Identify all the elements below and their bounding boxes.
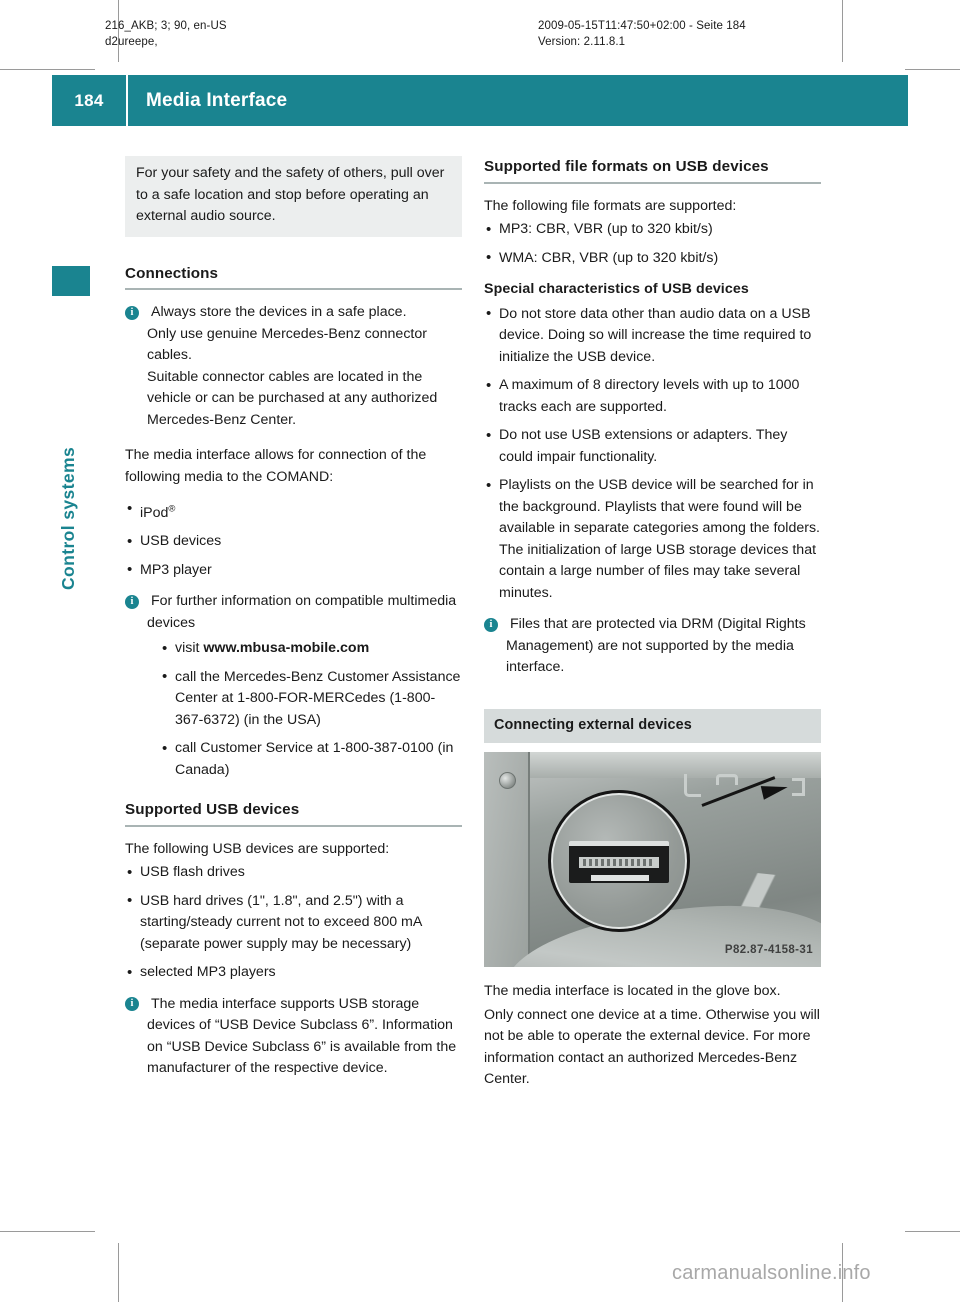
left-text-column — [125, 156, 462, 1092]
list-item — [125, 498, 462, 524]
list-item: • call Customer Service at 1-800-387-0100 (in Canada) — [160, 738, 462, 781]
list-item: • call the Mercedes-Benz Customer Assistance Center at 1-800-FOR-MERCedes (1-800-367-6372) (in the USA) — [160, 667, 462, 732]
site-watermark: carmanualsonline.info — [672, 1262, 871, 1284]
info-note-further-lead: For further information on compatible multimedia devices — [147, 593, 457, 631]
print-meta-right-line1: 2009-05-15T11:47:50+02:00 - Seite 184 — [538, 20, 746, 32]
heading-supported-file-formats: Supported file formats on USB devices — [484, 156, 821, 184]
usb-devices-section-head-wrap — [125, 799, 462, 827]
print-meta-left-line2: d2ureepe, — [105, 36, 158, 48]
figure-caption-usage: Only connect one device at a time. Otherwise you will not be able to operate the external device. For more information contact an authorized Mercedes-Benz Center. — [484, 1006, 820, 1087]
right-text-column — [484, 156, 821, 1101]
page-title: Media Interface — [146, 89, 288, 111]
info-note-connections-para3: Suitable connector cables are located in the vehicle or can be purchased at any authorized Mercedes-Benz Center. — [147, 368, 438, 428]
print-meta-left — [105, 18, 227, 50]
print-meta-left-line1: 216_AKB; 3; 90, en-US — [105, 20, 227, 32]
list-item: • MP3 player — [125, 560, 462, 582]
page-number: 184 — [74, 90, 104, 110]
list-item: • USB hard drives (1", 1.8", and 2.5") with a starting/steady current not to exceed 800 mA (separate power supply may be necessary) — [125, 891, 462, 956]
info-note-drm-text: Files that are protected via DRM (Digital Rights Management) are not supported by the media interface. — [506, 616, 806, 675]
photo-reference-code: P82.87-4158-31 — [724, 943, 813, 956]
photo-clip-detail-1 — [684, 774, 701, 797]
usb-intro-paragraph: The following USB devices are supported: — [125, 840, 390, 857]
list-item: • WMA: CBR, VBR (up to 320 kbit/s) — [484, 248, 821, 270]
info-note-drm — [484, 614, 821, 679]
list-item: • selected MP3 players — [125, 962, 462, 984]
glove-box-media-interface-photo — [484, 752, 821, 967]
crop-mark-bottom-left-vertical — [118, 1243, 119, 1302]
info-icon: i — [484, 618, 498, 632]
info-icon: i — [125, 997, 139, 1011]
crop-mark-bottom-left-horizontal — [0, 1231, 95, 1232]
special-characteristics-list — [484, 304, 821, 605]
info-note-connections-para2: Only use genuine Mercedes-Benz connector cables. — [147, 325, 427, 363]
file-formats-section-head-wrap — [484, 156, 821, 184]
info-note-usb-subclass — [125, 994, 462, 1080]
list-item: • A maximum of 8 directory levels with up to 1000 tracks each are supported. — [484, 375, 821, 418]
list-item: • USB devices — [125, 531, 462, 553]
photo-clip-detail-3 — [792, 778, 805, 796]
info-icon: i — [125, 595, 139, 609]
list-item: • USB flash drives — [125, 862, 462, 884]
chapter-tab-marker — [52, 266, 90, 296]
info-note-usb-subclass-text: The media interface supports USB storage devices of “USB Device Subclass 6”. Information on “USB Device Subclass 6” is available from the manufacturer of the respective device. — [147, 995, 457, 1077]
media-intro-paragraph: The media interface allows for connection of the following media to the COMAND: — [125, 447, 427, 485]
info-note-connections-lead: Always store the devices in a safe place. — [151, 304, 407, 320]
heading-supported-usb-devices: Supported USB devices — [125, 799, 462, 827]
crop-mark-bottom-right-horizontal — [905, 1231, 960, 1232]
info-icon: i — [125, 306, 139, 320]
info-note-further-information — [125, 591, 462, 781]
crop-mark-top-right-horizontal — [905, 69, 960, 70]
list-item: • MP3: CBR, VBR (up to 320 kbit/s) — [484, 219, 821, 241]
usb-port-illustration — [569, 841, 669, 883]
mbusa-mobile-url[interactable]: www.mbusa-mobile.com — [203, 640, 370, 657]
photo-screw-detail — [499, 772, 516, 789]
print-meta-right — [538, 18, 746, 50]
crop-mark-top-right-vertical — [842, 0, 843, 62]
heading-special-characteristics: Special characteristics of USB devices — [484, 281, 749, 297]
photo-magnified-callout-circle — [548, 790, 690, 932]
safety-notice-box: For your safety and the safety of others, pull over to a safe location and stop before operating an external audio source. — [125, 156, 462, 237]
registered-mark-icon: ® — [168, 503, 176, 514]
media-item-0-label: iPod® — [140, 503, 176, 521]
usb-port-lip — [591, 875, 649, 881]
photo-upper-shadow — [528, 752, 821, 778]
chapter-name-vertical: Control systems — [58, 446, 78, 590]
heading-connecting-external-devices: Connecting external devices — [484, 709, 821, 744]
supported-file-formats-list — [484, 219, 821, 269]
photo-clip-detail-2 — [716, 774, 738, 785]
figure-caption-location: The media interface is located in the glove box. — [484, 983, 781, 999]
info-note-connections — [125, 302, 462, 431]
list-item: • Do not store data other than audio data on a USB device. Doing so will increase the time required to initialize the USB device. — [484, 304, 821, 369]
print-meta-right-line2: Version: 2.11.8.1 — [538, 36, 626, 48]
list-item: • Do not use USB extensions or adapters. They could impair functionality. — [484, 425, 821, 468]
formats-intro-paragraph: The following file formats are supported: — [484, 197, 737, 214]
connections-section-head-wrap — [125, 263, 462, 291]
supported-media-list — [125, 498, 462, 581]
list-item — [160, 638, 462, 660]
further-info-contact-list — [160, 638, 462, 781]
heading-connections: Connections — [125, 263, 462, 291]
list-item: • Playlists on the USB device will be searched for in the background. Playlists that were found will be available in separate categories among the folders. The initialization of large USB storage devices that contain a large number of files may take several minutes. — [484, 475, 821, 604]
crop-mark-top-left-horizontal — [0, 69, 95, 70]
usb-port-contacts — [583, 859, 655, 866]
visit-label: visit — [175, 640, 204, 657]
supported-usb-devices-list — [125, 862, 462, 984]
page-header-banner — [52, 75, 908, 126]
